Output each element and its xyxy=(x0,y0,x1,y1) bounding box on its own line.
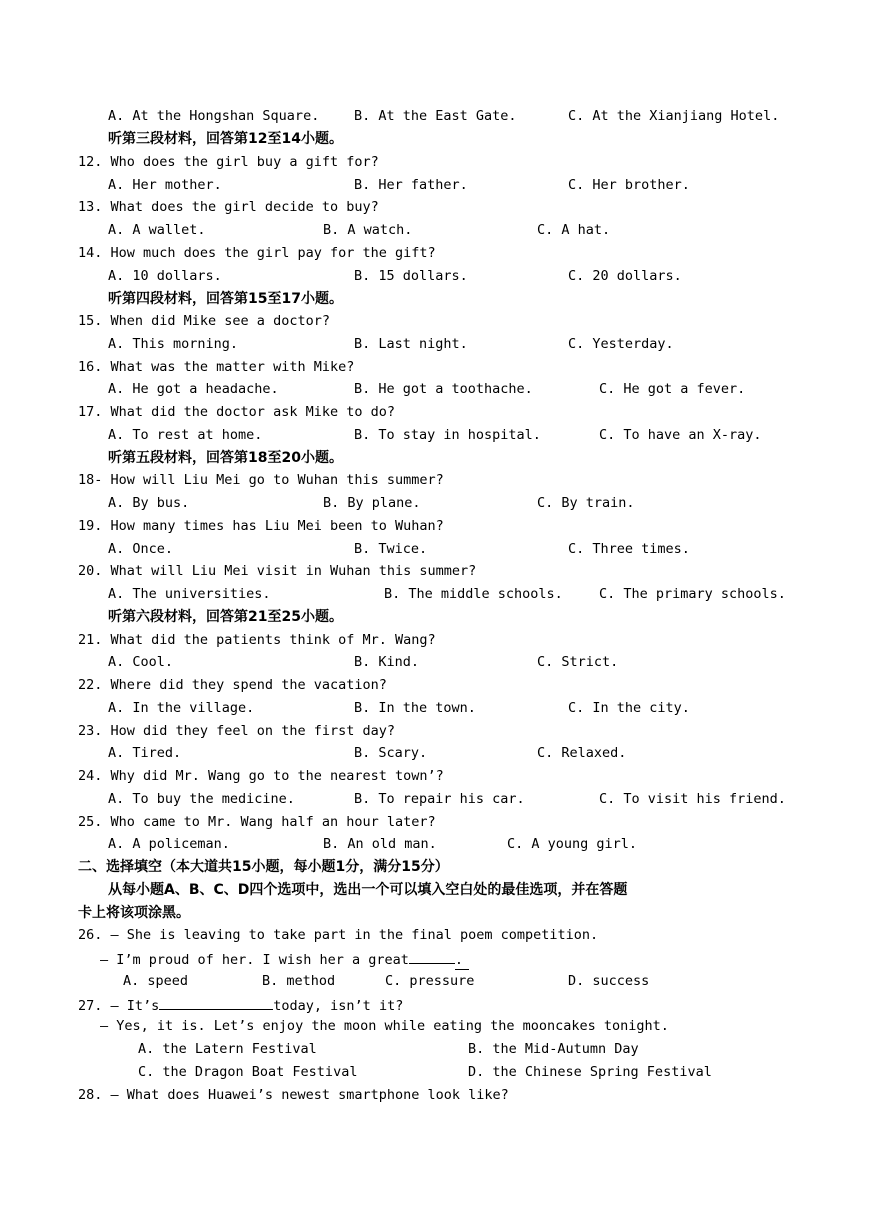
q26-option-a: A. speed xyxy=(123,973,189,989)
q16-option-b: B. He got a toothache. xyxy=(354,381,533,397)
q27-option-d: D. the Chinese Spring Festival xyxy=(468,1064,712,1080)
q13-option-c: C. A hat. xyxy=(537,222,611,238)
q22-option-b: B. In the town. xyxy=(354,700,476,716)
q14-option-c: C. 20 dollars. xyxy=(568,268,682,284)
q28-line1: 28. — What does Huawei’s newest smartphone look like? xyxy=(78,1087,509,1103)
q16-question: 16. What was the matter with Mike? xyxy=(78,359,355,375)
q27-line1 xyxy=(78,995,403,1015)
q22-option-c: C. In the city. xyxy=(568,700,690,716)
q20-question: 20. What will Liu Mei visit in Wuhan this summer? xyxy=(78,563,477,579)
q23-option-b: B. Scary. xyxy=(354,745,428,761)
q24-option-a: A. To buy the medicine. xyxy=(108,791,295,807)
q12-question: 12. Who does the girl buy a gift for? xyxy=(78,154,379,170)
part2-instruction-line1: 从每小题A、B、C、D四个选项中，选出一个可以填入空白处的最佳选项，并在答题 xyxy=(108,882,628,898)
q14-question: 14. How much does the girl pay for the gift? xyxy=(78,245,436,261)
q23-option-c: C. Relaxed. xyxy=(537,745,627,761)
part2-instruction-line2: 卡上将该项涂黑。 xyxy=(78,905,190,921)
q14-option-b: B. 15 dollars. xyxy=(354,268,468,284)
section5-header: 听第五段材料，回答第18至20小题。 xyxy=(108,450,343,466)
q16-option-a: A. He got a headache. xyxy=(108,381,279,397)
q23-question: 23. How did they feel on the first day? xyxy=(78,723,395,739)
q23-option-a: A. Tired. xyxy=(108,745,182,761)
q24-option-b: B. To repair his car. xyxy=(354,791,525,807)
q26-option-d: D. success xyxy=(568,973,650,989)
q19-question: 19. How many times has Liu Mei been to Wuhan? xyxy=(78,518,444,534)
q12-option-c: C. Her brother. xyxy=(568,177,690,193)
q27-option-c: C. the Dragon Boat Festival xyxy=(138,1064,358,1080)
q26-option-b: B. method xyxy=(262,973,336,989)
q15-option-a: A. This morning. xyxy=(108,336,239,352)
q26-answer-blank xyxy=(409,949,455,964)
q22-question: 22. Where did they spend the vacation? xyxy=(78,677,387,693)
q18-option-c: C. By train. xyxy=(537,495,635,511)
q19-option-b: B. Twice. xyxy=(354,541,428,557)
q19-option-c: C. Three times. xyxy=(568,541,690,557)
part2-title: 二、选择填空（本大道共15小题，每小题1分，满分15分） xyxy=(78,859,449,875)
q16-option-c: C. He got a fever. xyxy=(599,381,746,397)
q13-option-a: A. A wallet. xyxy=(108,222,206,238)
q17-question: 17. What did the doctor ask Mike to do? xyxy=(78,404,395,420)
q11-option-c: C. At the Xianjiang Hotel. xyxy=(568,108,780,124)
q18-option-a: A. By bus. xyxy=(108,495,190,511)
q26-line1: 26. — She is leaving to take part in the final poem competition. xyxy=(78,927,599,943)
q17-option-c: C. To have an X-ray. xyxy=(599,427,762,443)
q13-option-b: B. A watch. xyxy=(323,222,413,238)
q14-option-a: A. 10 dollars. xyxy=(108,268,222,284)
q21-question: 21. What did the patients think of Mr. Wang? xyxy=(78,632,436,648)
q27-line1-text: 27. — It’s xyxy=(78,998,160,1014)
q22-option-a: A. In the village. xyxy=(108,700,255,716)
q21-option-b: B. Kind. xyxy=(354,654,420,670)
section3-header: 听第三段材料，回答第12至14小题。 xyxy=(108,131,343,147)
q21-option-c: C. Strict. xyxy=(537,654,619,670)
q26-period: . xyxy=(455,951,469,970)
q25-question: 25. Who came to Mr. Wang half an hour later? xyxy=(78,814,436,830)
q24-question: 24. Why did Mr. Wang go to the nearest town’? xyxy=(78,768,444,784)
q20-option-b: B. The middle schools. xyxy=(384,586,563,602)
q27-option-a: A. the Latern Festival xyxy=(138,1041,317,1057)
section4-header: 听第四段材料，回答第15至17小题。 xyxy=(108,291,343,307)
q27-answer-blank xyxy=(159,995,273,1010)
q21-option-a: A. Cool. xyxy=(108,654,174,670)
q25-option-b: B. An old man. xyxy=(323,836,437,852)
q27-option-b: B. the Mid-Autumn Day xyxy=(468,1041,639,1057)
q17-option-b: B. To stay in hospital. xyxy=(354,427,541,443)
q20-option-c: C. The primary schools. xyxy=(599,586,786,602)
q27-line1-end: today, isn’t it? xyxy=(273,998,404,1014)
q25-option-c: C. A young girl. xyxy=(507,836,638,852)
q26-line2-text: — I’m proud of her. I wish her a great xyxy=(100,952,409,968)
q24-option-c: C. To visit his friend. xyxy=(599,791,786,807)
q15-option-c: C. Yesterday. xyxy=(568,336,674,352)
q20-option-a: A. The universities. xyxy=(108,586,271,602)
q12-option-a: A. Her mother. xyxy=(108,177,222,193)
q17-option-a: A. To rest at home. xyxy=(108,427,263,443)
q25-option-a: A. A policeman. xyxy=(108,836,230,852)
q18-question: 18- How will Liu Mei go to Wuhan this summer? xyxy=(78,472,444,488)
q15-option-b: B. Last night. xyxy=(354,336,468,352)
q27-line2: — Yes, it is. Let’s enjoy the moon while eating the mooncakes tonight. xyxy=(100,1018,669,1034)
q26-line2 xyxy=(100,949,469,970)
q15-question: 15. When did Mike see a doctor? xyxy=(78,313,330,329)
q11-option-a: A. At the Hongshan Square. xyxy=(108,108,320,124)
q26-option-c: C. pressure xyxy=(385,973,475,989)
q13-question: 13. What does the girl decide to buy? xyxy=(78,199,379,215)
section6-header: 听第六段材料，回答第21至25小题。 xyxy=(108,609,343,625)
q11-option-b: B. At the East Gate. xyxy=(354,108,517,124)
q18-option-b: B. By plane. xyxy=(323,495,421,511)
q19-option-a: A. Once. xyxy=(108,541,174,557)
q12-option-b: B. Her father. xyxy=(354,177,468,193)
